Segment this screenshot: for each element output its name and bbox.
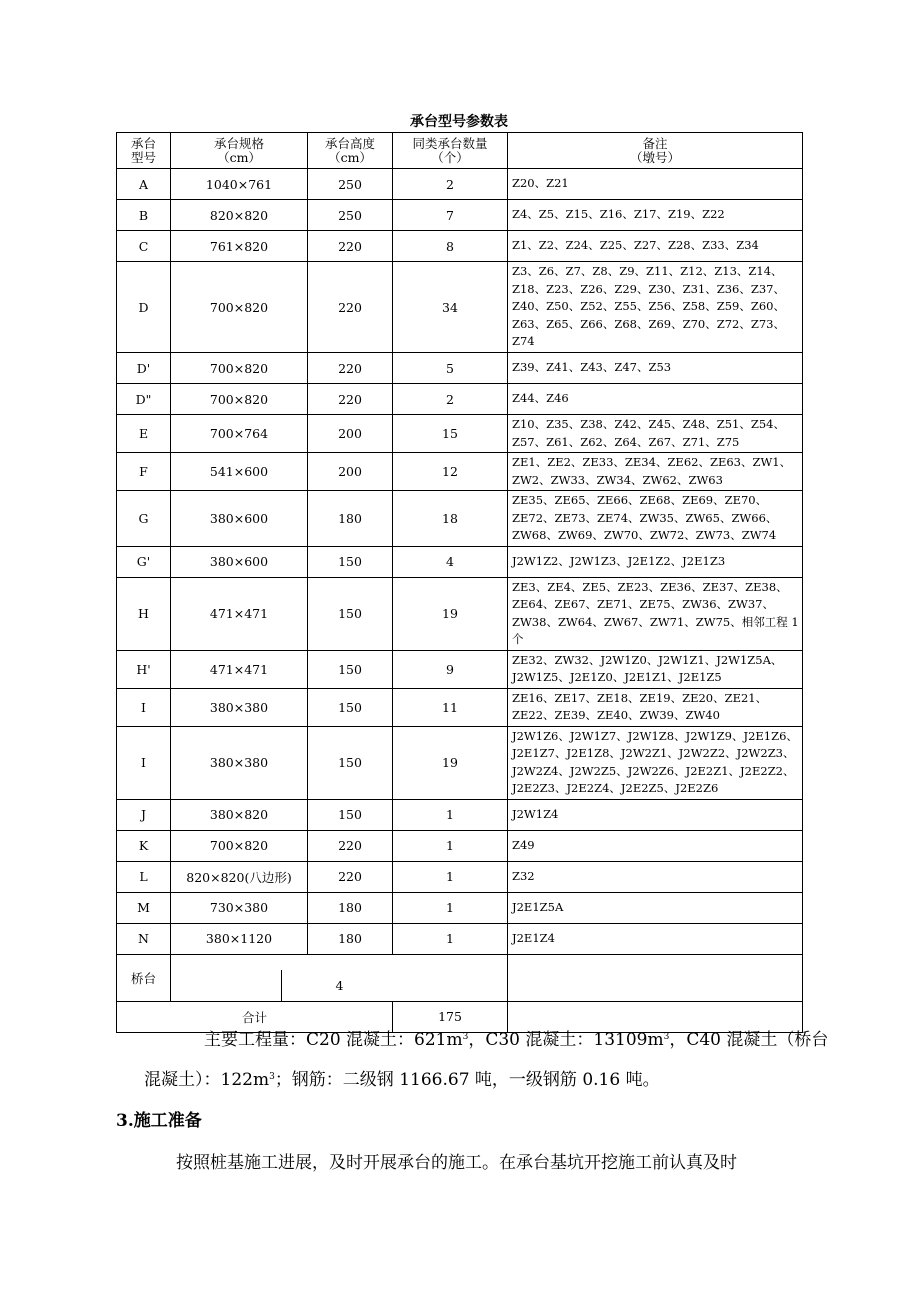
- table-row: [117, 169, 803, 200]
- note-line: ZE1、ZE2、ZE33、ZE34、ZE62、ZE63、ZW1、: [512, 455, 792, 469]
- cell-note: [508, 231, 803, 262]
- note-line: ZE35、ZE65、ZE66、ZE68、ZE69、ZE70、: [512, 493, 768, 507]
- cell-count: 9: [393, 650, 508, 688]
- note-line: Z57、Z61、Z62、Z64、Z67、Z71、Z75: [512, 434, 740, 449]
- cell-type: H': [117, 650, 171, 688]
- note-line: J2E1Z4: [512, 930, 555, 945]
- cell-count: 2: [393, 169, 508, 200]
- table-row: [117, 231, 803, 262]
- cell-count: 4: [393, 546, 508, 577]
- quantities-line-2: 混凝土）：$122m^3$；钢筋：二级钢 1166.67 吨，一级钢筋 0.16 吨。: [144, 1070, 660, 1090]
- cell-type: E: [117, 415, 171, 453]
- cell-type: K: [117, 830, 171, 861]
- table-row: [117, 546, 803, 577]
- cell-count: 19: [393, 577, 508, 650]
- cell-spec: 761×820: [171, 231, 308, 262]
- cell-type: F: [117, 453, 171, 491]
- note-line: Z1、Z2、Z24、Z25、Z27、Z28、Z33、Z34: [512, 238, 759, 253]
- table-row: [117, 577, 803, 650]
- note-line: ZE72、ZE73、ZE74、ZW35、ZW65、ZW66、: [512, 510, 778, 525]
- table-title: 承台型号参数表: [410, 114, 508, 130]
- cell-type: M: [117, 892, 171, 923]
- cell-count: 1: [393, 923, 508, 954]
- cell-note: [508, 491, 803, 547]
- total-label: 合计: [117, 1001, 393, 1032]
- cell-type: B: [117, 200, 171, 231]
- note-line: Z44、Z46: [512, 391, 569, 406]
- table-row: [117, 200, 803, 231]
- total-count: 175: [393, 1001, 508, 1032]
- note-line: Z10、Z35、Z38、Z42、Z45、Z48、Z51、Z54、: [512, 417, 785, 431]
- note-line: J2E1Z5A: [512, 899, 564, 914]
- cell-spec: 700×820: [171, 262, 308, 353]
- header-type: 承台 型号: [117, 133, 171, 169]
- cell-height: 150: [308, 799, 393, 830]
- cell-height: 150: [308, 650, 393, 688]
- cell-type: D": [117, 384, 171, 415]
- note-line: ZE22、ZE39、ZE40、ZW39、ZW40: [512, 708, 720, 722]
- cell-height: 180: [308, 491, 393, 547]
- cell-height: 200: [308, 415, 393, 453]
- note-line: 个: [512, 632, 524, 646]
- cell-spec: 820×820(八边形): [171, 861, 308, 892]
- cell-type: G': [117, 546, 171, 577]
- table-row: [117, 688, 803, 726]
- cell-note: [508, 453, 803, 491]
- table-row: [117, 726, 803, 799]
- cell-type: N: [117, 923, 171, 954]
- table-row: [117, 861, 803, 892]
- cell-note: [508, 353, 803, 384]
- cell-height: 220: [308, 262, 393, 353]
- note-line: Z39、Z41、Z43、Z47、Z53: [512, 360, 672, 375]
- cell-spec: 380×380: [171, 688, 308, 726]
- cell-note: [508, 384, 803, 415]
- cell-note: [508, 546, 803, 577]
- note-line: J2E2Z3、J2E2Z4、J2E2Z5、J2E2Z6: [512, 781, 719, 795]
- header-spec: 承台规格 （cm）: [171, 133, 308, 169]
- cell-spec: 380×1120: [171, 923, 308, 954]
- note-line: ZW68、ZW69、ZW70、ZW72、ZW73、ZW74: [512, 528, 777, 542]
- note-line: ZE3、ZE4、ZE5、ZE23、ZE36、ZE37、ZE38、: [512, 579, 788, 594]
- header-height: 承台高度 （cm）: [308, 133, 393, 169]
- cell-spec: 380×380: [171, 726, 308, 799]
- cell-spec: 380×600: [171, 546, 308, 577]
- cell-type: L: [117, 861, 171, 892]
- table-row: [117, 923, 803, 954]
- note-line: Z74: [512, 334, 535, 349]
- cell-spec: 380×820: [171, 799, 308, 830]
- cell-height: 180: [308, 923, 393, 954]
- cell-type: D: [117, 262, 171, 353]
- cell-type: J: [117, 799, 171, 830]
- cell-count: 15: [393, 415, 508, 453]
- cell-count: 7: [393, 200, 508, 231]
- cell-count: 2: [393, 384, 508, 415]
- cell-height: 180: [308, 892, 393, 923]
- note-line: J2W1Z5、J2E1Z0、J2E1Z1、J2E1Z5: [512, 670, 722, 684]
- cell-type: I: [117, 688, 171, 726]
- cell-spec: 700×820: [171, 384, 308, 415]
- cell-count: 19: [393, 726, 508, 799]
- cell-count: 5: [393, 353, 508, 384]
- cell-note: [508, 892, 803, 923]
- note-line: J2W1Z6、J2W1Z7、J2W1Z8、J2W1Z9、J2E1Z6、: [512, 728, 798, 743]
- cell-note: [508, 799, 803, 830]
- note-line: ZE64、ZE67、ZE71、ZE75、ZW36、ZW37、: [512, 597, 774, 611]
- cell-note: [508, 415, 803, 453]
- cell-note: [508, 861, 803, 892]
- note-line: ZE16、ZE17、ZE18、ZE19、ZE20、ZE21、: [512, 690, 768, 705]
- note-line: ZE32、ZW32、J2W1Z0、J2W1Z1、J2W1Z5A、: [512, 652, 783, 667]
- note-line: Z18、Z23、Z26、Z29、Z30、Z31、Z36、Z37、: [512, 281, 785, 296]
- note-line: Z49: [512, 837, 535, 852]
- cell-spec: 541×600: [171, 453, 308, 491]
- cell-height: 150: [308, 577, 393, 650]
- cell-height: 150: [308, 726, 393, 799]
- cell-count: 1: [393, 799, 508, 830]
- cell-count: 18: [393, 491, 508, 547]
- note-line: J2W1Z4: [512, 806, 559, 821]
- cell-spec: 700×764: [171, 415, 308, 453]
- cell-height: 220: [308, 353, 393, 384]
- cell-type: 桥台: [117, 954, 171, 1001]
- cell-note: [508, 650, 803, 688]
- table-row: [117, 415, 803, 453]
- table-row: [117, 830, 803, 861]
- cell-type: H: [117, 577, 171, 650]
- note-line: Z4、Z5、Z15、Z16、Z17、Z19、Z22: [512, 207, 725, 222]
- table-row: [117, 892, 803, 923]
- table-row: [117, 453, 803, 491]
- table-row: [117, 650, 803, 688]
- cell-height: 220: [308, 830, 393, 861]
- table-row: [117, 262, 803, 353]
- cell-count: 1: [393, 892, 508, 923]
- header-count: 同类承台数量 （个）: [393, 133, 508, 169]
- table-row: [117, 491, 803, 547]
- pile-cap-table: [116, 132, 803, 1033]
- cell-note: [508, 726, 803, 799]
- cell-count: 1: [393, 861, 508, 892]
- table-header-row: [117, 133, 803, 169]
- cell-note: [508, 200, 803, 231]
- cell-spec: 471×471: [171, 577, 308, 650]
- cell-height: 220: [308, 384, 393, 415]
- cell-spec: 730×380: [171, 892, 308, 923]
- note-line: Z63、Z65、Z66、Z68、Z69、Z70、Z72、Z73、: [512, 316, 785, 331]
- cell-height: 220: [308, 861, 393, 892]
- cell-height: 200: [308, 453, 393, 491]
- abutment-row: [117, 954, 803, 1001]
- note-line: J2W2Z4、J2W2Z5、J2W2Z6、J2E2Z1、J2E2Z2、: [512, 763, 795, 778]
- note-line: Z20、Z21: [512, 176, 569, 191]
- cell-count: 34: [393, 262, 508, 353]
- cell-note: [508, 830, 803, 861]
- cell-count: 8: [393, 231, 508, 262]
- cell-height: 250: [308, 169, 393, 200]
- quantities-line-1: 主要工程量：C20 混凝土：$621m^3$，C30 混凝土：$13109m^3$，C40 混凝土（桥台: [204, 1030, 829, 1050]
- cell-count: 11: [393, 688, 508, 726]
- cell-note: [508, 954, 803, 1001]
- cell-note: [508, 923, 803, 954]
- note-line: Z40、Z50、Z52、Z55、Z56、Z58、Z59、Z60、: [512, 299, 785, 314]
- section-heading: 3.施工准备: [116, 1111, 202, 1131]
- cell-spec: 380×600: [171, 491, 308, 547]
- cell-type: C: [117, 231, 171, 262]
- cell-type: A: [117, 169, 171, 200]
- cell-note: [508, 169, 803, 200]
- cell-height: 150: [308, 546, 393, 577]
- cell-note: [508, 262, 803, 353]
- cell-spec: 700×820: [171, 830, 308, 861]
- cell-type: I: [117, 726, 171, 799]
- table-row: [117, 353, 803, 384]
- cell-note: [508, 688, 803, 726]
- cell-spec: 820×820: [171, 200, 308, 231]
- note-line: J2E1Z7、J2E1Z8、J2W2Z1、J2W2Z2、J2W2Z3、: [512, 746, 795, 760]
- cell-height: 150: [308, 688, 393, 726]
- cell-note: [508, 577, 803, 650]
- cell-count: 1: [393, 830, 508, 861]
- cell-count: 4: [281, 970, 397, 1001]
- cell-count: 12: [393, 453, 508, 491]
- section-paragraph: 按照桩基施工进展，及时开展承台的施工。在承台基坑开挖施工前认真及时: [176, 1153, 737, 1173]
- cell-spec: 471×471: [171, 650, 308, 688]
- table-row: [117, 799, 803, 830]
- note-line: J2W1Z2、J2W1Z3、J2E1Z2、J2E1Z3: [512, 553, 726, 568]
- note-line: Z32: [512, 868, 535, 883]
- cell-height: 220: [308, 231, 393, 262]
- note-line: ZW38、ZW64、ZW67、ZW71、ZW75、相邻工程 1: [512, 614, 799, 629]
- note-line: ZW2、ZW33、ZW34、ZW62、ZW63: [512, 472, 723, 487]
- cell-height: 250: [308, 200, 393, 231]
- cell-type: G: [117, 491, 171, 547]
- cell-type: D': [117, 353, 171, 384]
- note-line: Z3、Z6、Z7、Z8、Z9、Z11、Z12、Z13、Z14、: [512, 264, 783, 279]
- cell-spec: 1040×761: [171, 169, 308, 200]
- table-row: [117, 384, 803, 415]
- cell-abutment-span: [171, 954, 508, 1001]
- cell-spec: 700×820: [171, 353, 308, 384]
- header-note: 备注 （墩号）: [508, 133, 803, 169]
